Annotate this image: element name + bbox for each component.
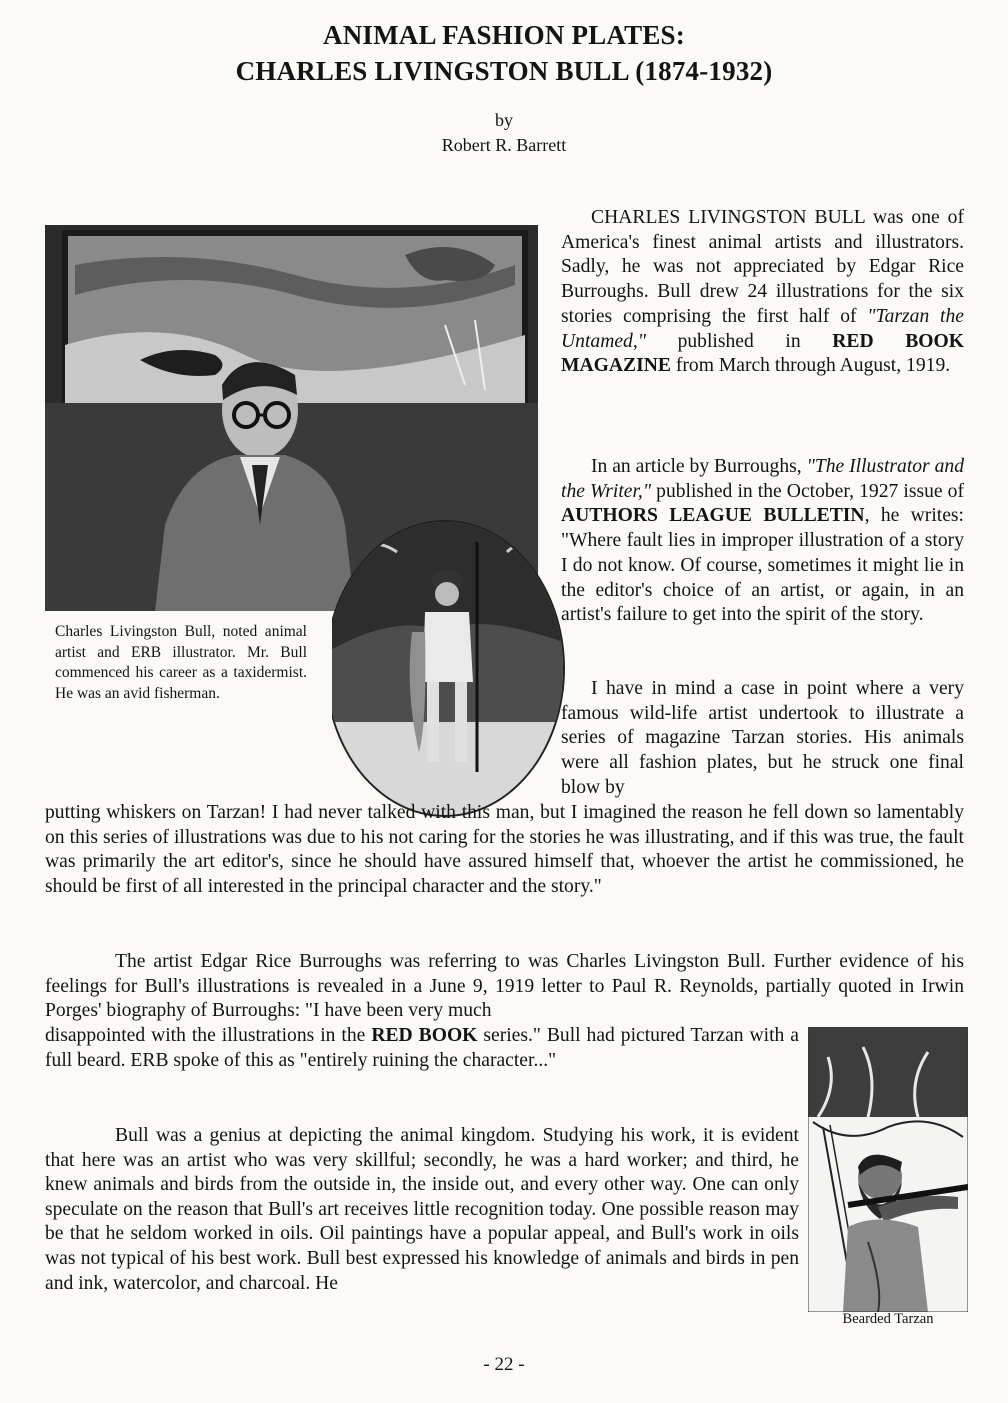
article-title-line-2: CHARLES LIVINGSTON BULL (1874-1932) — [235, 56, 773, 86]
paragraph-4-text-a: disappointed with the illustrations in the — [45, 1025, 372, 1046]
fisherman-oval-photo — [325, 520, 565, 817]
paragraph-4-part-b — [45, 1024, 799, 1073]
paragraph-1-text-b: published in — [645, 330, 833, 352]
byline-by: by — [495, 110, 513, 130]
paragraph-2-text-b: published in the October, 1927 issue of — [651, 480, 964, 502]
tarzan-illustration-caption: Bearded Tarzan — [842, 1311, 934, 1327]
paragraph-2-bulletin: AUTHORS LEAGUE BULLETIN — [561, 505, 865, 527]
byline-author: Robert R. Barrett — [441, 135, 567, 155]
bearded-tarzan-illustration — [808, 1027, 968, 1312]
paragraph-1-text-a: CHARLES LIVINGSTON BULL was one of America's finest animal artists and illustrators. Sadly, he was not appreciated by Edgar Rice Burroughs. Bull drew 24 illustrations for the six stories comprising the first half of — [561, 207, 964, 327]
paragraph-4-text-b: series." Bull had pictured Tarzan with a full beard. ERB spoke of this as "entirely ruining the character..." — [45, 1025, 800, 1071]
paragraph-2-text-a: In an article by Burroughs, — [591, 456, 807, 477]
paragraph-4-red-book: RED BOOK — [371, 1025, 478, 1046]
paragraph-2 — [561, 455, 964, 628]
paragraph-4-part-a: The artist Edgar Rice Burroughs was referring to was Charles Livingston Bull. Further evidence of his feelings for Bull's illustrations is revealed in a June 9, 1919 letter to Paul R. Reynolds, partially quoted in Irwin Porges' biography of Burroughs: "I have been very much — [45, 951, 964, 1022]
article-title-line-1: ANIMAL FASHION PLATES: — [323, 20, 685, 50]
paragraph-1 — [561, 206, 964, 379]
page-number: - 22 - — [483, 1354, 525, 1375]
paragraph-1-text-c: from March through August, 1919. — [670, 355, 951, 377]
paragraph-5: Bull was a genius at depicting the animal kingdom. Studying his work, it is evident that here was an artist who was very skillful; secondly, he was a hard worker; and third, he knew animals and birds from the outside in, the inside out, and every other way. One can only speculate on the reason that Bull's art receives little recognition today. One possible reason may be that he seldom worked in oils. Oil paintings have a popular appeal, and Bull's work in oils was not typical of his best work. Bull best expressed his knowledge of animals and birds in pen and ink, watercolor, and charcoal. He — [45, 1125, 799, 1294]
paragraph-3-part-a: I have in mind a case in point where a very famous wild-life artist undertook to illustrate a series of magazine Tarzan stories. His animals were all fashion plates, but he struck one final blow by — [561, 678, 964, 798]
photo-caption: Charles Livingston Bull, noted animal artist and ERB illustrator. Mr. Bull commenced his career as a taxidermist. He was an avid fisherman. — [55, 623, 307, 702]
paragraph-2-text-c: , he writes: "Where fault lies in improper illustration of a story I do not know. Of course, sometimes it might lie in the editor's choice of an artist, or again, in an artist's failure to get into the spirit of the story. — [561, 505, 964, 626]
paragraph-1-story-title: "Tarzan the Untamed," — [561, 305, 964, 352]
paragraph-2-article-title: "The Illustrator and the Writer," — [561, 456, 964, 502]
paragraph-1-magazine: RED BOOK MAGAZINE — [561, 330, 964, 377]
paragraph-3-part-b: putting whiskers on Tarzan! I had never talked with this man, but I imagined the reason he fell down so lamentably on this series of illustrations was due to his not caring for the stories he was illustrating, and if this was true, the fault was primarily the art editor's, since he should have assured himself that, whoever the artist he commissioned, he should be first of all interested in the principal character and the story." — [45, 802, 964, 898]
